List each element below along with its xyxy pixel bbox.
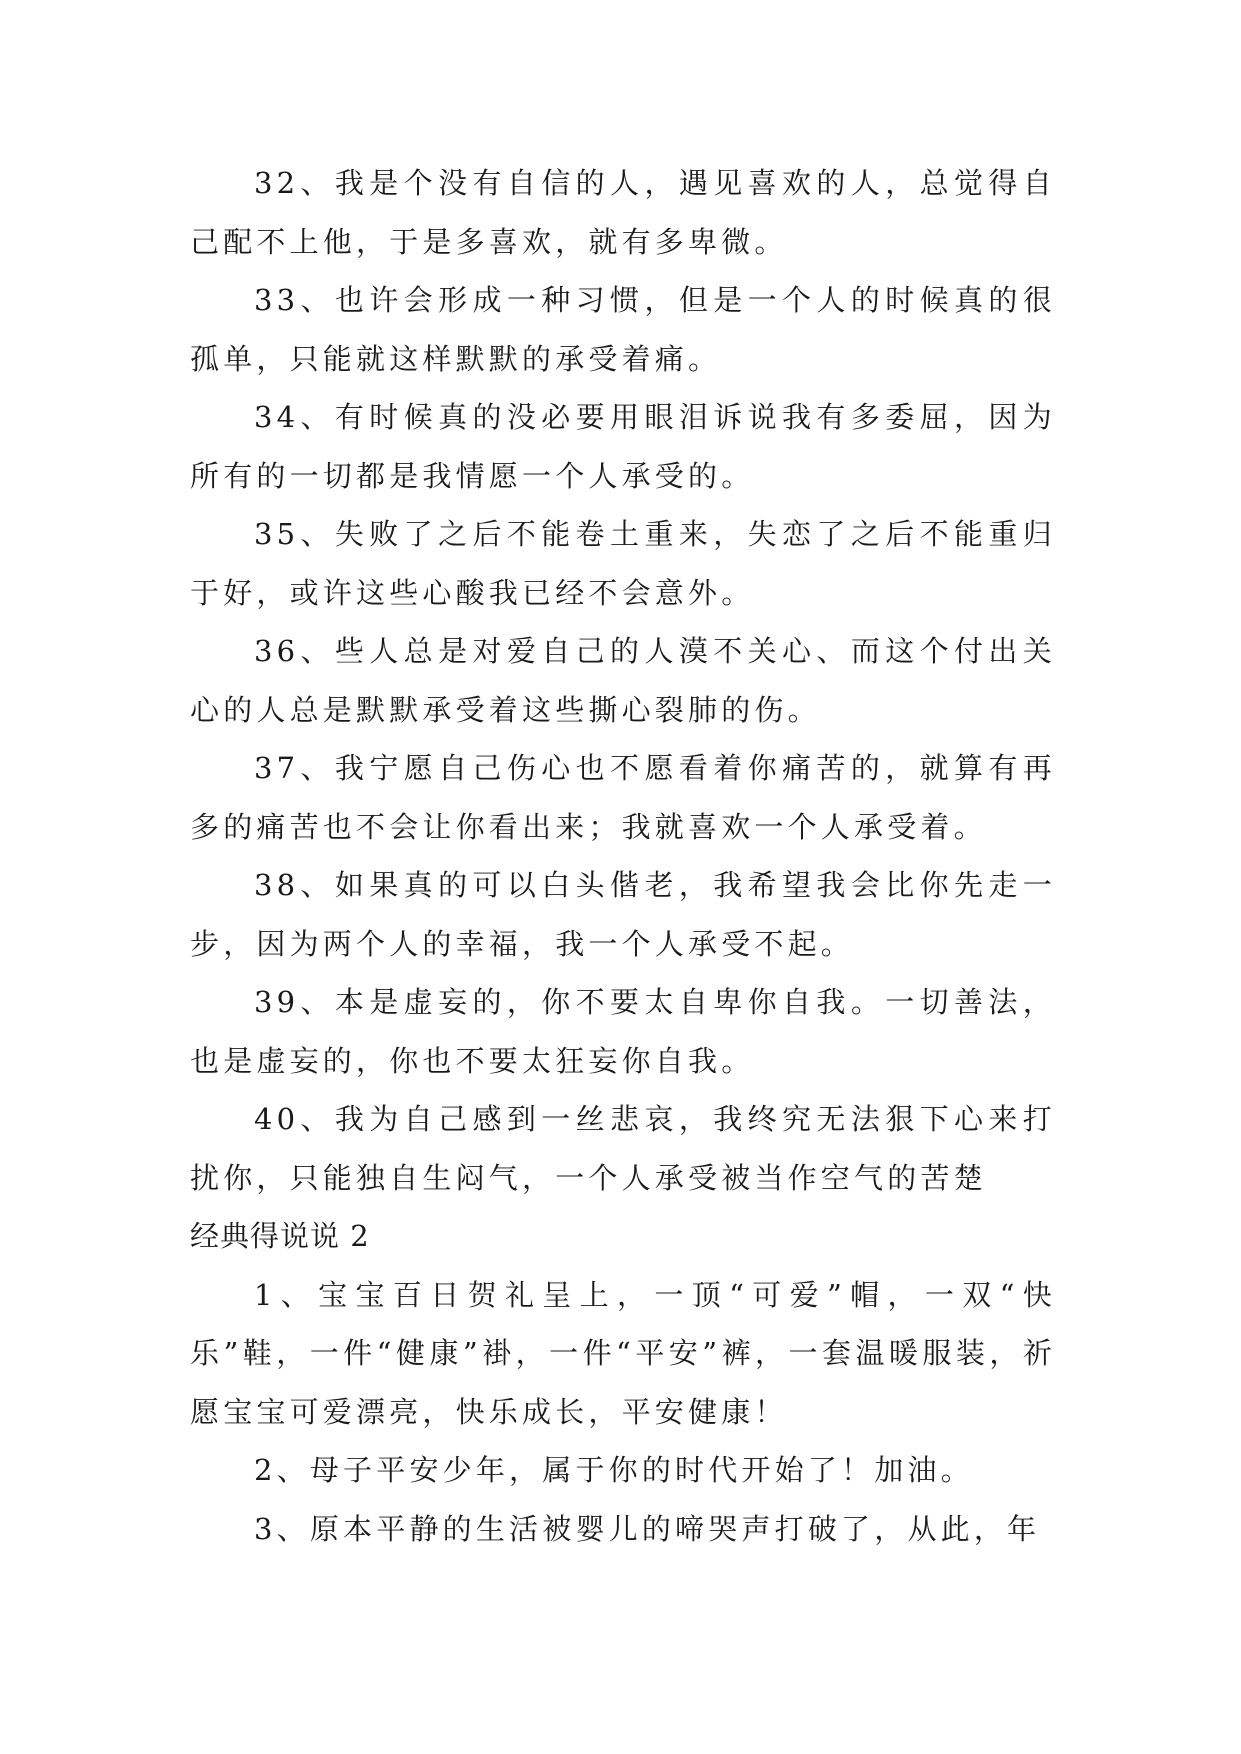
paragraph-40: 40、我为自己感到一丝悲哀，我终究无法狠下心来打扰你，只能独自生闷气，一个人承受被当作空气的苦楚	[190, 1102, 1056, 1195]
paragraph-32: 32、我是个没有自信的人，遇见喜欢的人，总觉得自己配不上他，于是多喜欢，就有多卑微。	[190, 166, 1056, 259]
section-heading: 经典得说说 2	[190, 1219, 370, 1253]
document-body	[190, 154, 1056, 1558]
paragraph-3: 3、原本平静的生活被婴儿的啼哭声打破了，从此，年	[254, 1511, 1041, 1546]
paragraph-36: 36、些人总是对爱自己的人漠不关心、而这个付出关心的人总是默默承受着这些撕心裂肺的伤。	[190, 634, 1056, 727]
paragraph-37: 37、我宁愿自己伤心也不愿看着你痛苦的，就算有再多的痛苦也不会让你看出来；我就喜欢一个人承受着。	[190, 751, 1056, 844]
paragraph-38: 38、如果真的可以白头偕老，我希望我会比你先走一步，因为两个人的幸福，我一个人承受不起。	[190, 868, 1056, 961]
paragraph-34: 34、有时候真的没必要用眼泪诉说我有多委屈，因为所有的一切都是我情愿一个人承受的。	[190, 400, 1056, 493]
paragraph-1: 1、宝宝百日贺礼呈上，一顶“可爱”帽，一双“快乐”鞋，一件“健康”褂，一件“平安”裤，一套温暖服装，祈愿宝宝可爱漂亮，快乐成长，平安健康！	[190, 1277, 1056, 1429]
paragraph-2: 2、母子平安少年，属于你的时代开始了！加油。	[254, 1453, 974, 1487]
paragraph-39: 39、本是虚妄的，你不要太自卑你自我。一切善法，也是虚妄的，你也不要太狂妄你自我。	[190, 985, 1056, 1078]
paragraph-35: 35、失败了之后不能卷土重来，失恋了之后不能重归于好，或许这些心酸我已经不会意外。	[190, 517, 1056, 610]
paragraph-33: 33、也许会形成一种习惯，但是一个人的时候真的很孤单，只能就这样默默的承受着痛。	[190, 283, 1056, 376]
